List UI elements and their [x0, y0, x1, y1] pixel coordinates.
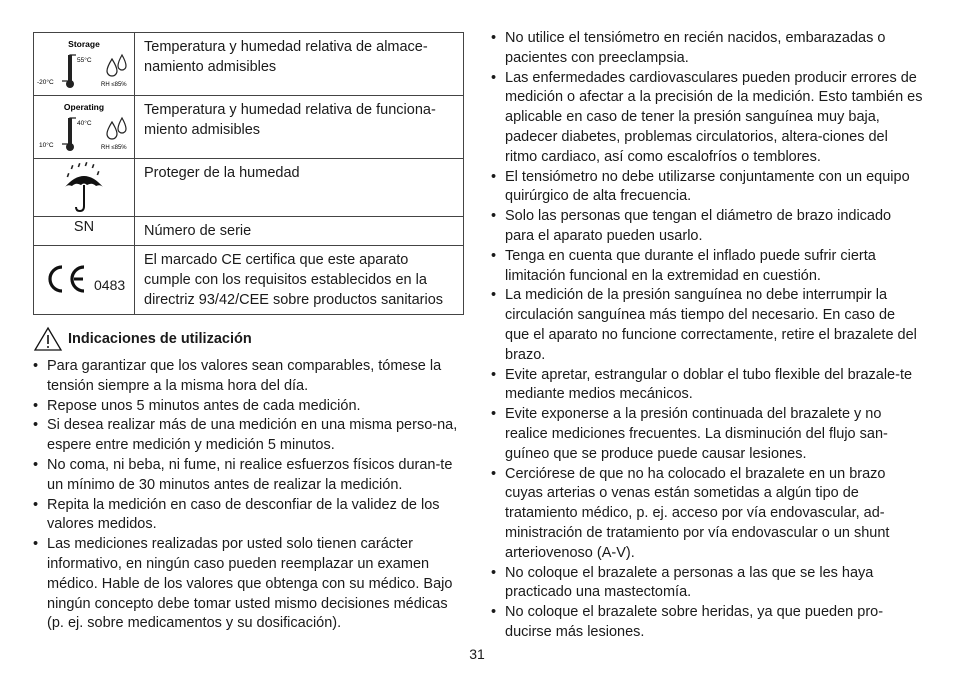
list-item: • Solo las personas que tengan el diámetro de brazo indicado para el aparato pueden usarlo. [491, 207, 923, 247]
list-item: • Si desea realizar más de una medición en una misma perso-na, espere entre medición y medición 5 minutos. [33, 416, 465, 456]
operating-temp-high: 40°C [77, 120, 92, 127]
ce-description: El marcado CE certifica que este aparato cumple con los requisitos establecidos en la directriz 93/42/CEE sobre productos sanitarios [135, 246, 464, 315]
list-item: • No coma, ni beba, ni fume, ni realice esfuerzos físicos duran-te un mínimo de 30 minutos antes de realizar la medición. [33, 456, 465, 496]
list-item: • No coloque el brazalete a personas a las que se les haya practicado una mastectomía. [491, 564, 923, 604]
list-item: • Para garantizar que los valores sean comparables, tómese la tensión siempre a la misma hora del día. [33, 357, 465, 397]
list-item: • Cerciórese de que no ha colocado el brazalete en un brazo cuyas arterias o venas están sometidas a algún tipo de tratamiento médico, p. ej. acceso por vía endovascular, ad-ministración de tratamiento por vía endovascular o un shunt arteriovenoso (A-V). [491, 465, 923, 564]
list-item: • Las enfermedades cardiovasculares pueden producir errores de medición o afectar a la precisión de la medición. Esto también es aplicable en caso de tener la presión sanguínea muy baja, padecer diabetes, problemas circulatorios, altera-ciones del ritmo cardiaco, así como escalofríos o temblores. [491, 69, 923, 168]
umbrella-icon [34, 159, 135, 217]
serial-description: Número de serie [135, 217, 464, 246]
list-item: • Tenga en cuenta que durante el inflado puede sufrir cierta limitación funcional en la extremidad en cuestión. [491, 247, 923, 287]
list-item: • El tensiómetro no debe utilizarse conjuntamente con un equipo quirúrgico de alta frecuencia. [491, 168, 923, 208]
operating-description: Temperatura y humedad relativa de funciona-miento admisibles [135, 96, 464, 159]
left-bullet-list [33, 357, 465, 634]
symbol-row-serial [34, 217, 464, 246]
usage-section-title: Indicaciones de utilización [68, 331, 252, 347]
operating-icon-title: Operating [63, 102, 105, 112]
symbol-row-operating [34, 96, 464, 159]
sn-label: SN [34, 217, 135, 246]
symbol-row-ce [34, 246, 464, 315]
operating-rh: RH ≤85% [101, 145, 127, 151]
ce-number: 0483 [94, 277, 126, 293]
symbol-row-storage [34, 33, 464, 96]
operating-temp-low: 10°C [39, 142, 54, 149]
list-item: • No utilice el tensiómetro en recién nacidos, embarazadas o pacientes con preeclampsia. [491, 29, 923, 69]
warning-triangle-icon [33, 326, 63, 352]
moisture-description: Proteger de la humedad [135, 159, 464, 217]
ce-mark-icon [34, 246, 135, 315]
storage-temp-high: 55°C [77, 57, 92, 64]
list-item: • Repita la medición en caso de desconfiar de la validez de los valores medidos. [33, 496, 465, 536]
list-item: • Evite exponerse a la presión continuada del brazalete y no realice mediciones frecuentes. La disminución del flujo san-guíneo que se produce puede causar lesiones. [491, 405, 923, 464]
list-item: • Repose unos 5 minutos antes de cada medición. [33, 397, 465, 417]
usage-section-heading [33, 326, 463, 354]
storage-rh: RH ≤85% [101, 82, 127, 88]
storage-description: Temperatura y humedad relativa de almace-namiento admisibles [135, 33, 464, 96]
page-number: 31 [469, 646, 485, 662]
storage-temp-low: -20°C [37, 79, 54, 86]
symbol-row-moisture [34, 159, 464, 217]
list-item: • No coloque el brazalete sobre heridas, ya que pueden pro-ducirse más lesiones. [491, 603, 923, 643]
right-bullet-list [491, 29, 923, 643]
list-item: • Evite apretar, estrangular o doblar el tubo flexible del brazale-te mediante medios mecánicos. [491, 366, 923, 406]
storage-icon-title: Storage [68, 39, 100, 49]
symbol-table [33, 32, 464, 315]
list-item: • La medición de la presión sanguínea no debe interrumpir la circulación sanguínea más tiempo del necesario. En caso de que el aparato no funcione correctamente, retire el brazalete del brazo. [491, 286, 923, 365]
operating-temperature-humidity-icon [34, 96, 135, 159]
list-item: • Las mediciones realizadas por usted solo tienen carácter informativo, en ningún caso pueden reemplazar un examen médico. Hable de los valores que obtenga con su médico. Bajo ningún concepto debe tomar usted mismo decisiones médicas (p. ej. sobre medicamentos y su dosificación). [33, 535, 465, 634]
storage-temperature-humidity-icon [34, 33, 135, 96]
